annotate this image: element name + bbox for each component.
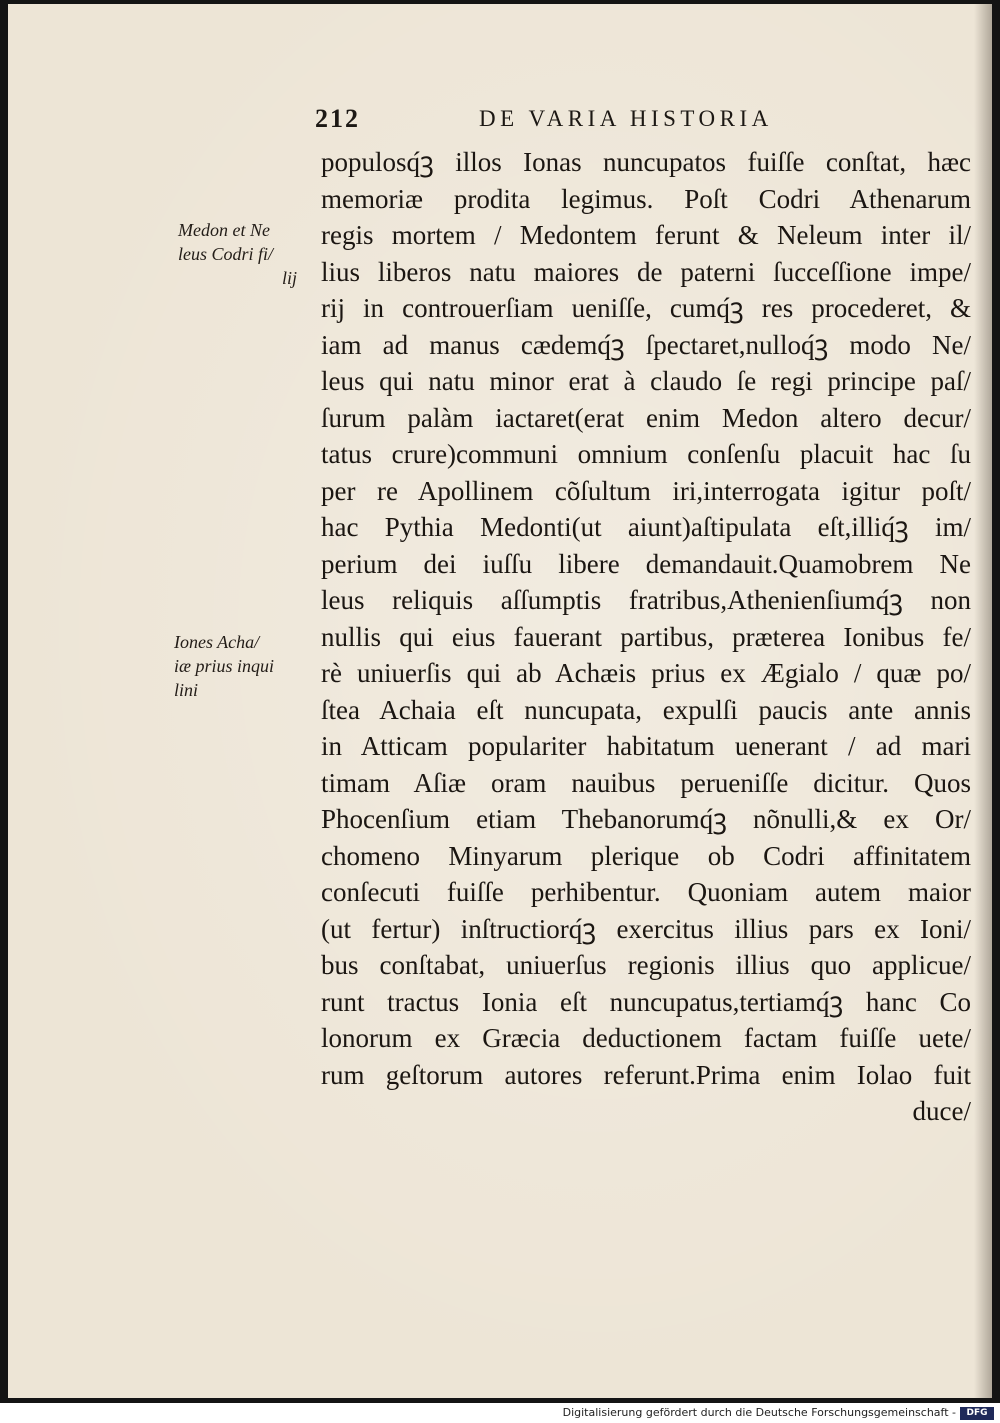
running-head: DE VARIA HISTORIA [479,106,773,131]
text-line: rum geſtorum autores referunt.Prima enim Iolao fuit [321,1059,971,1090]
marginal-note-line: leus Codri fi/ [178,244,274,264]
text-line: chomeno Minyarum plerique ob Codri affinitatem [321,840,971,871]
text-line: (ut fertur) inſtructiorq́ꝫ exercitus illius pars ex Ioni/ [321,913,971,944]
text-line: bus conſtabat, uniuerſus regionis illius quo applicue/ [321,950,971,980]
marginal-note-line: Medon et Ne [178,220,270,240]
marginal-note-iones [174,630,274,702]
text-line: hac Pythia Medonti(ut aiunt)aſtipulata eſt,illiq́ꝫ im/ [321,512,971,542]
text-line: lius liberos natu maiores de paterni ſucceſſione impe/ [321,256,971,287]
dfg-logo: DFG [960,1407,994,1420]
page-number: 212 [315,104,360,133]
text-line: regis mortem / Medontem ferunt & Neleum inter il/ [321,220,971,250]
marginal-note-line: lini [174,680,199,700]
text-line: leus reliquis aſſumptis fratribus,Athenienſiumq́ꝫ non [321,585,971,615]
text-line: Phocenſium etiam Thebanorumq́ꝫ nõnulli,& ex Or/ [321,804,971,834]
text-line: populosq́ꝫ illos Ionas nuncupatos fuiſſe conſtat, hæc [321,147,971,177]
book-page [8,4,992,1398]
text-line: memoriæ prodita legimus. Poſt Codri Athenarum [321,183,971,214]
text-line: ſtea Achaia eſt nuncupata, expulſi paucis ante annis [321,694,971,725]
text-line: rij in controuerſiam ueniſſe, cumq́ꝫ res procederet, & [321,293,971,323]
text-line: iam ad manus cædemq́ꝫ ſpectaret,nulloq́ꝫ modo Ne/ [321,329,971,360]
marginal-note-medon [178,218,297,290]
text-line: ſurum palàm iactaret(erat enim Medon altero decur/ [321,402,971,433]
text-line: tatus crure)communi omnium conſenſu placuit hac ſu [321,439,971,469]
text-line: in Atticam populariter habitatum uenerant / ad mari [321,731,971,761]
marginal-note-line: iæ prius inqui [174,656,275,676]
marginal-note-line: Iones Acha/ [174,632,260,652]
text-line: timam Aſiæ oram nauibus perueniſſe dicitur. Quos [321,767,971,798]
text-line: lonorum ex Græcia deductionem factam fuiſſe uete/ [321,1023,971,1053]
text-line: rè uniuerſis qui ab Achæis prius ex Ægialo / quæ po/ [321,658,971,688]
text-line: runt tractus Ionia eſt nuncupatus,tertiamq́ꝫ hanc Co [321,986,971,1017]
text-line: conſecuti fuiſſe perhibentur. Quoniam autem maior [321,877,971,907]
text-line: nullis qui eius fauerant partibus, præterea Ionibus fe/ [321,621,971,652]
catchword: duce/ [912,1096,971,1126]
text-line: leus qui natu minor erat à claudo ſe regi principe paſ/ [321,366,971,396]
text-line: per re Apollinem cõſultum iri,interrogata igitur poſt/ [321,475,971,506]
digitization-footer [0,1403,1000,1423]
page-header [313,104,873,138]
marginal-note-line: lij [282,268,298,288]
text-line: perium dei iuſſu libere demandauit.Quamobrem Ne [321,548,971,579]
funding-credit: Digitalisierung gefördert durch die Deutsche Forschungsgemeinschaft - [562,1406,956,1419]
